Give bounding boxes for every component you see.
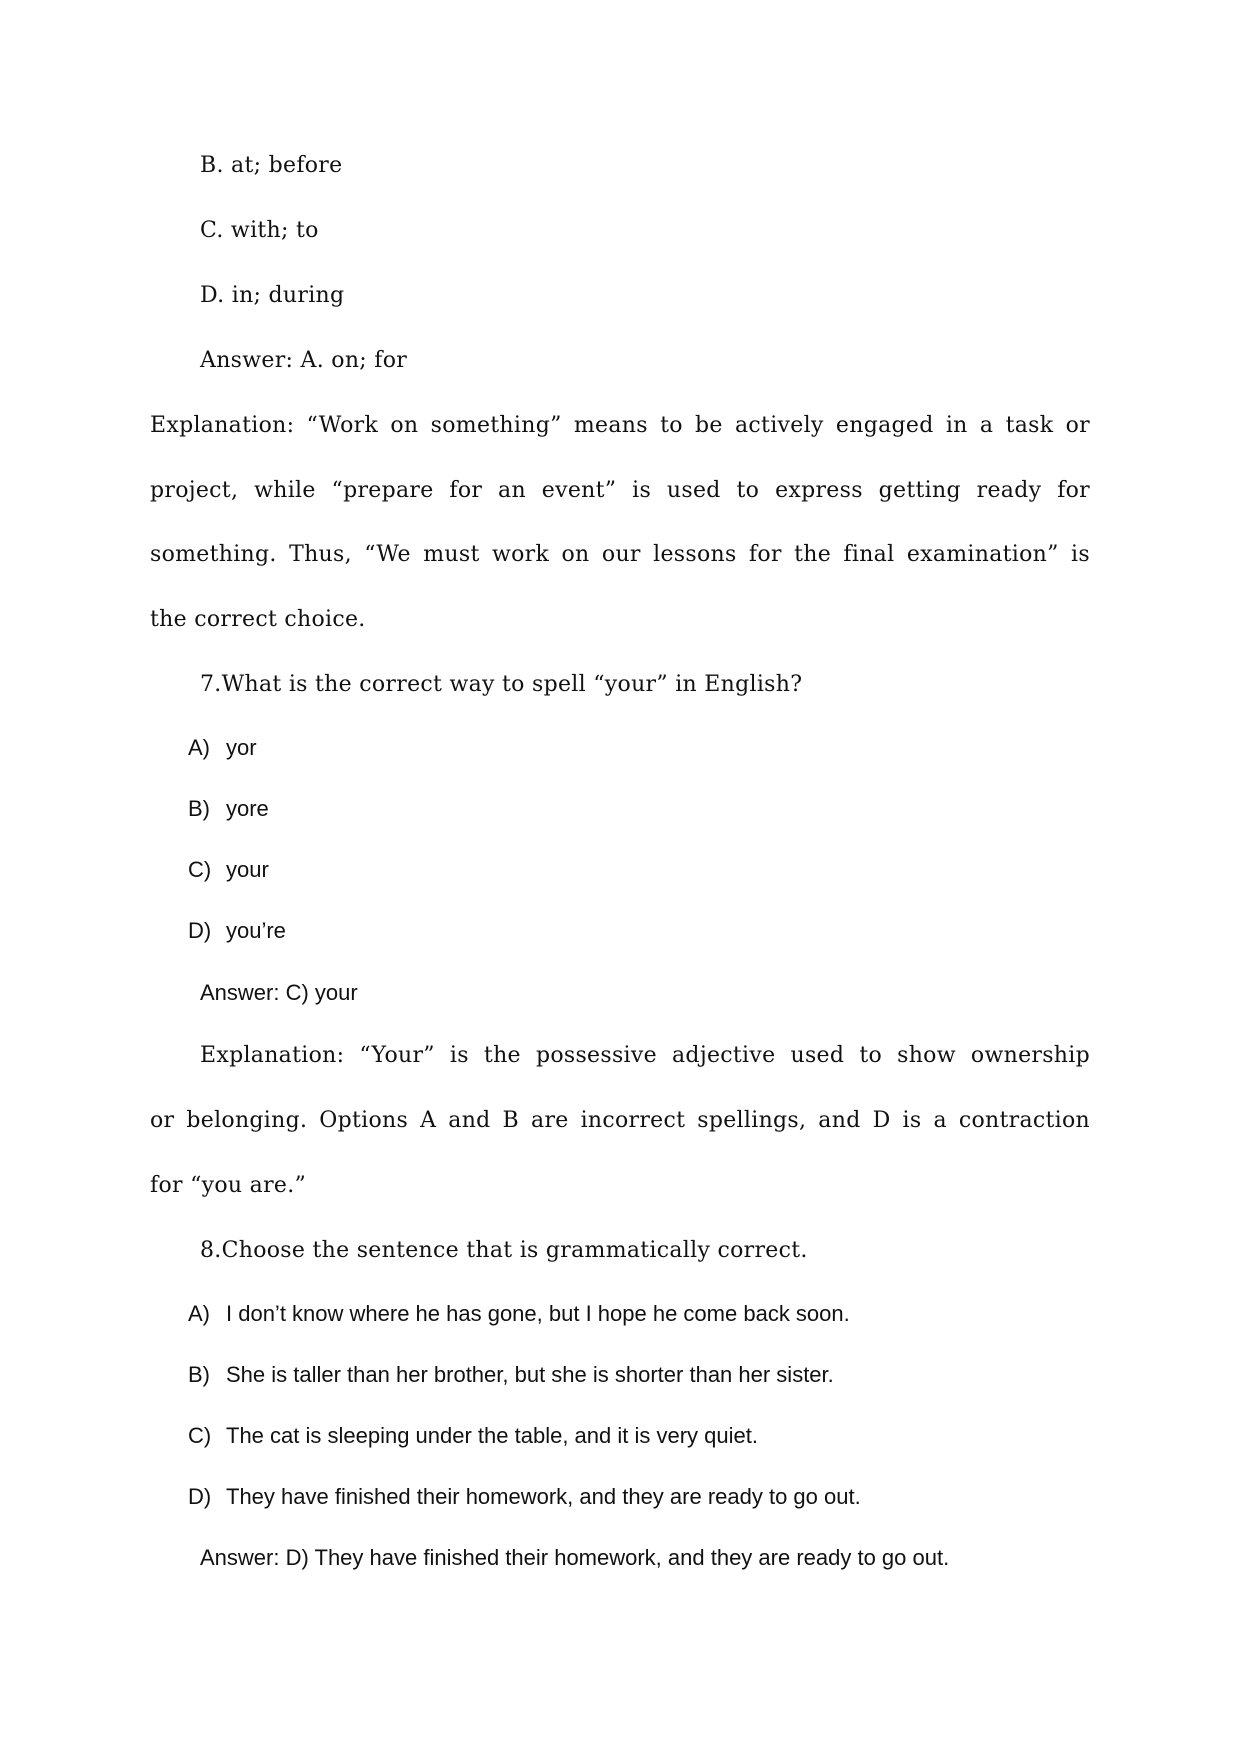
q6-option-d: D. in; during [200, 283, 345, 308]
option-label: B) [188, 796, 210, 821]
option-label: D) [188, 1484, 212, 1509]
option-text: They have finished their homework, and they are ready to go out. [226, 1484, 861, 1509]
q7-explanation-line-3: for “you are.” [150, 1173, 307, 1198]
option-label: C) [188, 857, 212, 882]
q8-option-b [188, 1364, 834, 1386]
option-label: A) [188, 1301, 210, 1326]
q6-explanation-line-1: Explanation: “Work on something” means to be actively engaged in a task or [150, 413, 1090, 438]
q7-explanation-line-1: Explanation: “Your” is the possessive adjective used to show ownership [200, 1043, 1090, 1068]
q6-explanation-line-2: project, while “prepare for an event” is used to express getting ready for [150, 478, 1090, 503]
option-text: your [226, 857, 269, 882]
option-text: yor [226, 735, 257, 760]
q7-option-d [188, 920, 286, 942]
q8-option-d [188, 1486, 861, 1508]
q7-explanation-line-2: or belonging. Options A and B are incorrect spellings, and D is a contraction [150, 1108, 1090, 1133]
option-text: The cat is sleeping under the table, and it is very quiet. [226, 1423, 758, 1448]
q6-answer: Answer: A. on; for [200, 348, 408, 373]
q8-question: 8.Choose the sentence that is grammatically correct. [200, 1238, 808, 1263]
q8-option-a [188, 1303, 850, 1325]
q6-explanation-line-4: the correct choice. [150, 607, 366, 632]
q6-explanation-line-3: something. Thus, “We must work on our lessons for the final examination” is [150, 542, 1090, 567]
q8-option-c [188, 1425, 758, 1447]
q6-option-c: C. with; to [200, 218, 319, 243]
option-text: yore [226, 796, 269, 821]
q7-question: 7.What is the correct way to spell “your” in English? [200, 672, 803, 697]
q8-answer: Answer: D) They have finished their homework, and they are ready to go out. [200, 1545, 950, 1570]
option-text: I don’t know where he has gone, but I hope he come back soon. [226, 1301, 850, 1326]
q6-option-b: B. at; before [200, 153, 343, 178]
option-text: She is taller than her brother, but she is shorter than her sister. [226, 1362, 834, 1387]
option-label: B) [188, 1362, 210, 1387]
q7-option-c [188, 859, 269, 881]
q7-option-b [188, 798, 269, 820]
option-text: you’re [226, 918, 286, 943]
option-label: D) [188, 918, 212, 943]
q7-option-a [188, 737, 257, 759]
q7-answer: Answer: C) your [200, 980, 358, 1005]
option-label: C) [188, 1423, 212, 1448]
option-label: A) [188, 735, 210, 760]
